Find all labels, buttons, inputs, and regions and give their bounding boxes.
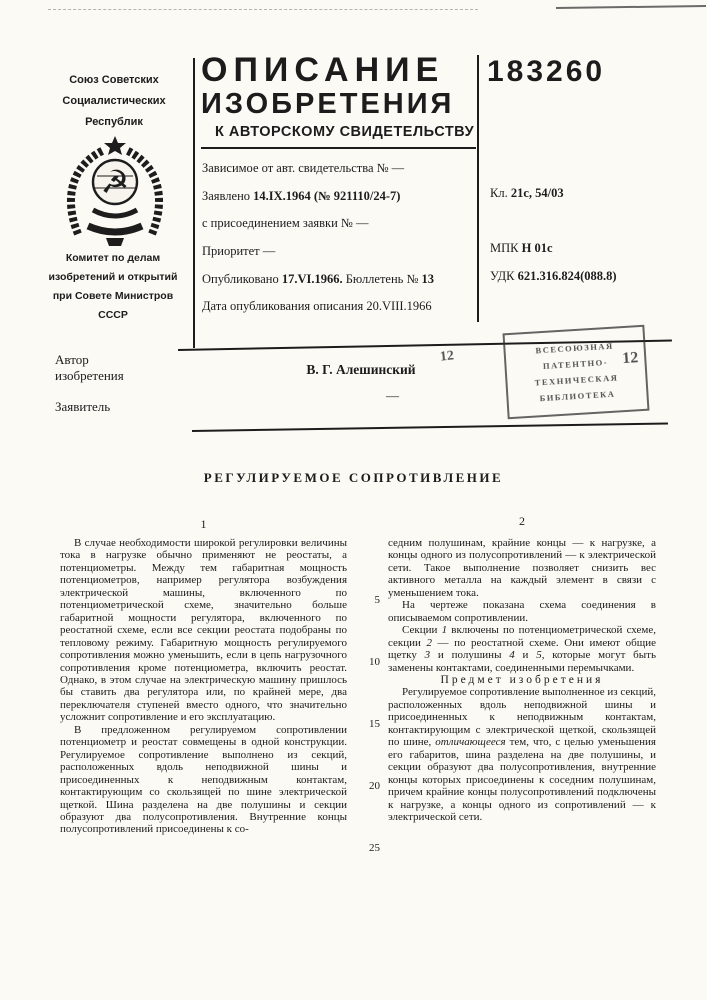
stamp-line: ВСЕСОЮЗНАЯ [535, 340, 614, 356]
author-name: В. Г. Алешинский [306, 362, 416, 377]
paragraph: В предложенном регулируемом сопротивлении потенциометр и реостат совмещены в одной конструкции. Регулируемое сопротивление выполнено из секций, расположенных вдоль неподвижной шины и присоединенных к неподвижным контактам, контактирующим со скользящей по шине электрической щеткой. Шина разделена на две полушины и секции образуют два полусопротивления. Внутренние концы полусопротивлений присоединены к со- [60, 723, 347, 836]
paragraph: На чертеже показана схема соединения в описываемом сопротивлении. [388, 599, 656, 624]
paragraph: Секции 1 включены по потенциометрической схеме, секции 2 — по реостатной схеме. Они имеют общие щетку 3 и полушины 4 и 5, которые могут быть заменены контактами, соединенными перемычками. [388, 624, 657, 674]
column-2-number: 2 [519, 514, 525, 528]
scan-artifact-line [48, 9, 478, 10]
doc-type-title [201, 52, 477, 149]
field-published: Опубликовано 17.VI.1966. Бюллетень № 13 [202, 271, 435, 286]
stamp-line: ПАТЕНТНО- [542, 357, 609, 371]
stamp-line: ТЕХНИЧЕСКАЯ [534, 372, 619, 388]
stamp-line: БИБЛИОТЕКА [539, 388, 616, 404]
stamp-number-outer: 12 [439, 348, 455, 365]
column-1-number: 1 [200, 517, 207, 531]
author-label-line: изобретения [55, 368, 124, 383]
scan-artifact-line [556, 5, 706, 9]
body-column-left [60, 537, 347, 836]
committee-name [34, 249, 192, 325]
line-number-10: 10 [369, 656, 380, 668]
author-band-rule-bottom [192, 423, 668, 432]
field-filing-date: Заявлено 14.IX.1964 (№ 921110/24-7) [202, 188, 401, 203]
claim-paragraph: Регулируемое сопротивление выполненное из секций, расположенных вдоль неподвижной шины и присоединенных к неподвижным контактам, контактирующим с электрической щеткой, скользящей по шине, отличающееся тем, что, с целью уменьшения его габаритов, шина разделена на две полушины, и секции образуют два полусопротивления, внутренние концы которых присоединены к соседним полушинам, причем крайние концы полусопротивлений подключены к нагрузке, а концы одного из сопротивлений — к электрической сети. [388, 686, 656, 823]
field-priority: Приоритет — [202, 244, 276, 259]
mpk-line: МПК Н 01c [490, 241, 553, 255]
paragraph: седним полушинам, крайние концы — к нагрузке, а концы одного из полусопротивлений — к электрической сети. Такое выполнение позволяет снизить вес активного металла на каждый элемент в связи с уменьшением тока. [388, 537, 656, 599]
line-number-15: 15 [369, 718, 380, 730]
patent-number: 183260 [487, 55, 606, 88]
line-number-5: 5 [374, 594, 380, 606]
committee-line: при Совете Министров [52, 290, 174, 302]
field-dependent-certificate: Зависимое от авт. свидетельства № — [202, 161, 405, 175]
doc-subtitle: К АВТОРСКОМУ СВИДЕТЕЛЬСТВУ [201, 124, 476, 149]
field-description-date: Дата опубликования описания 20.VIII.1966 [202, 299, 432, 314]
committee-line: Комитет по делам [65, 252, 161, 264]
udk-line: УДК 621.316.824(088.8) [490, 269, 617, 283]
header-divider-right [477, 55, 479, 322]
issuing-union-name [38, 70, 190, 133]
ussr-coat-of-arms-icon [62, 134, 168, 252]
doc-type-line1: ОПИСАНИЕ [201, 51, 445, 89]
body-column-right [388, 537, 656, 823]
line-number-25: 25 [369, 842, 380, 854]
union-line: Республик [85, 116, 143, 128]
doc-type-line2: ИЗОБРЕТЕНИЯ [201, 88, 455, 120]
union-line: Союз Советских [69, 74, 159, 86]
stamp-number-inner: 12 [621, 349, 639, 368]
field-joined-application: с присоединением заявки № — [202, 216, 369, 231]
paragraph: В случае необходимости широкой регулировки величины тока в нагрузке обычно применяют не реостаты, а потенциометры. Между тем габаритная мощность потенциометров, например регулятора возбуждения электрической машины, включенного по потенциометрической схеме, значительно больше габаритной мощности регулятора, включенного по реостатной схеме, если все секции реостата подобраны по тепловому режиму. Габаритную мощность регулируемого сопротивления можно уменьшить, если в цепь нагрузочного сопротивления кроме потенциометра, включить реостат. Однако, в этом случае на электрическую машину пришлось бы ставить два регулятора или, по крайней мере, два переключателя ступеней вместо одного, что значительно усложнит сопротивление и его эксплуатацию. [60, 537, 347, 724]
header-divider-left [193, 58, 195, 348]
invention-title: РЕГУЛИРУЕМОЕ СОПРОТИВЛЕНИЕ [203, 470, 504, 485]
library-stamp-text [505, 336, 647, 408]
class-line: Кл. 21c, 54/03 [490, 186, 564, 200]
committee-line: СССР [98, 309, 128, 321]
bibliographic-fields [202, 161, 474, 327]
library-stamp [503, 325, 650, 420]
applicant-label: Заявитель [55, 399, 111, 414]
line-number-20: 20 [369, 780, 380, 792]
applicant-value: — [386, 388, 399, 403]
committee-line: изобретений и открытий [48, 271, 178, 283]
author-label [55, 352, 124, 384]
author-label-line: Автор [55, 352, 89, 367]
union-line: Социалистических [62, 95, 166, 107]
svg-text:☭: ☭ [100, 163, 130, 201]
claim-heading: Предмет изобретения [440, 673, 604, 686]
